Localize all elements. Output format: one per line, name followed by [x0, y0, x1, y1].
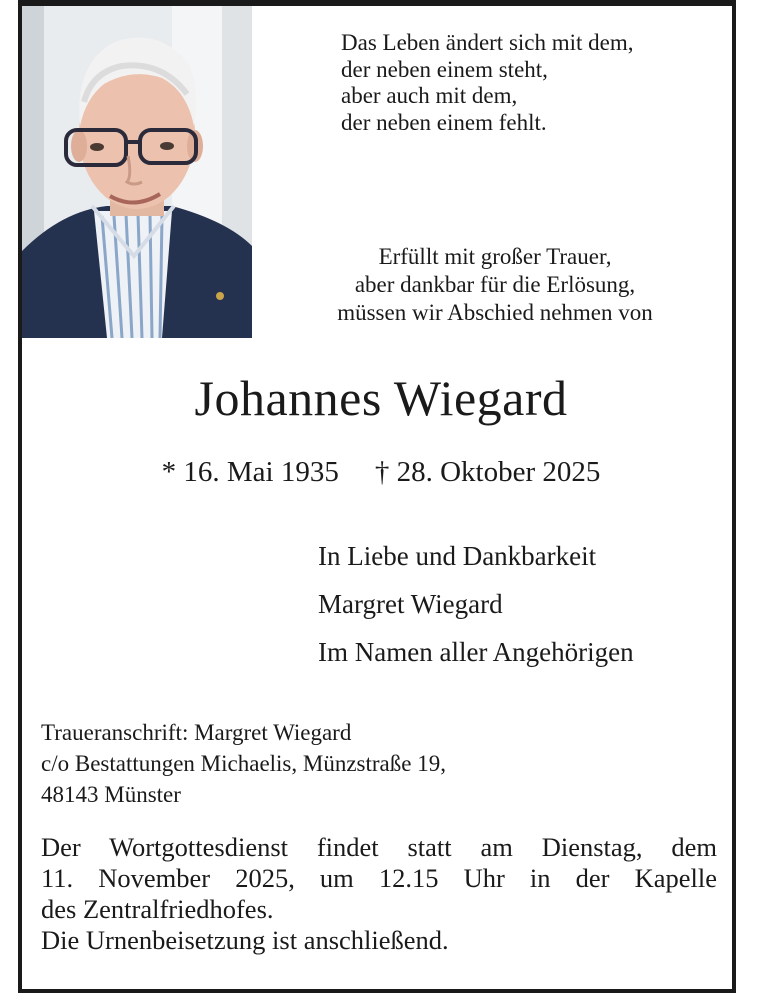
service-line: Der Wortgottesdienst findet statt am Dienstag, dem [41, 832, 717, 862]
mourners-line: In Liebe und Dankbarkeit [318, 541, 597, 571]
address-line: 48143 Münster [41, 782, 181, 807]
intro-line: müssen wir Abschied nehmen von [337, 300, 653, 325]
mourners-line: Im Namen aller Angehörigen [318, 637, 634, 667]
birth-date: * 16. Mai 1935 [161, 456, 339, 488]
life-dates [22, 454, 740, 490]
intro-line: aber dankbar für die Erlösung, [354, 272, 636, 297]
poem-line: der neben einem steht, [341, 56, 548, 82]
mourners-block [318, 532, 634, 676]
address-line: c/o Bestattungen Michaelis, Münzstraße 19, [41, 751, 446, 776]
intro-line: Erfüllt mit großer Trauer, [378, 244, 612, 269]
poem-line: Das Leben ändert sich mit dem, [341, 30, 634, 55]
obituary-notice [18, 0, 736, 993]
mourners-line: Margret Wiegard [318, 589, 503, 619]
portrait-photo [22, 6, 252, 338]
death-date: † 28. Oktober 2025 [374, 456, 601, 488]
poem-line: der neben einem fehlt. [341, 109, 547, 135]
service-info [41, 832, 717, 956]
service-line: Die Urnenbeisetzung ist anschließend. [41, 925, 449, 955]
mourning-address [41, 717, 446, 810]
portrait-image [22, 6, 252, 338]
poem-verse [341, 30, 634, 136]
poem-line: aber auch mit dem, [341, 83, 518, 108]
service-line: 11. November 2025, um 12.15 Uhr in der Kapelle [41, 863, 717, 893]
service-line: des Zentralfriedhofes. [41, 894, 274, 924]
deceased-name: Johannes Wiegard [194, 370, 568, 426]
intro-text [254, 243, 736, 327]
address-line: Traueranschrift: Margret Wiegard [41, 720, 352, 745]
